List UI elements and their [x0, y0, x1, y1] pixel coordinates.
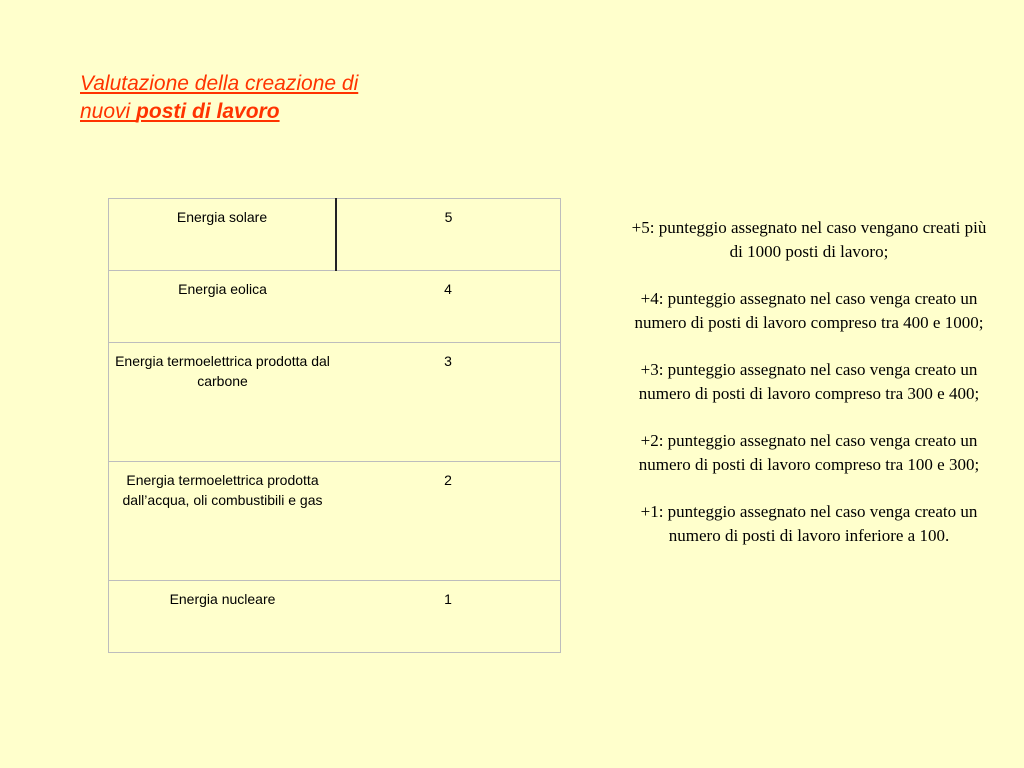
score-cell: 3: [336, 343, 561, 462]
legend-item-1: +1: punteggio assegnato nel caso venga creato un numero di posti di lavoro inferiore a 100.: [640, 502, 978, 545]
title-line-2-bold: posti di lavoro: [136, 100, 280, 123]
score-cell: 2: [336, 462, 561, 581]
energy-source-cell: Energia solare: [109, 199, 337, 271]
table-row: [109, 271, 561, 343]
energy-source-cell: Energia eolica: [109, 271, 337, 343]
score-legend: [624, 216, 994, 571]
score-cell: 1: [336, 581, 561, 653]
slide-title: [80, 70, 440, 126]
legend-item-5: +5: punteggio assegnato nel caso vengano creati più di 1000 posti di lavoro;: [631, 218, 987, 261]
energy-source-cell: Energia termoelettrica prodotta dall’acqua, oli combustibili e gas: [109, 462, 337, 581]
energy-source-cell: Energia nucleare: [109, 581, 337, 653]
title-line-1: Valutazione della creazione di: [80, 72, 359, 95]
table-row: [109, 581, 561, 653]
score-cell: 4: [336, 271, 561, 343]
title-line-2-prefix: nuovi: [80, 100, 137, 123]
legend-item-3: +3: punteggio assegnato nel caso venga creato un numero di posti di lavoro compreso tra 300 e 400;: [638, 360, 980, 403]
energy-source-cell: Energia termoelettrica prodotta dal carbone: [109, 343, 337, 462]
energy-score-table: [108, 198, 561, 653]
legend-item-4: +4: punteggio assegnato nel caso venga creato un numero di posti di lavoro compreso tra 400 e 1000;: [634, 289, 984, 332]
table-row: [109, 462, 561, 581]
table-row: [109, 199, 561, 271]
score-cell: 5: [336, 199, 561, 271]
legend-item-2: +2: punteggio assegnato nel caso venga creato un numero di posti di lavoro compreso tra 100 e 300;: [638, 431, 980, 474]
table-row: [109, 343, 561, 462]
